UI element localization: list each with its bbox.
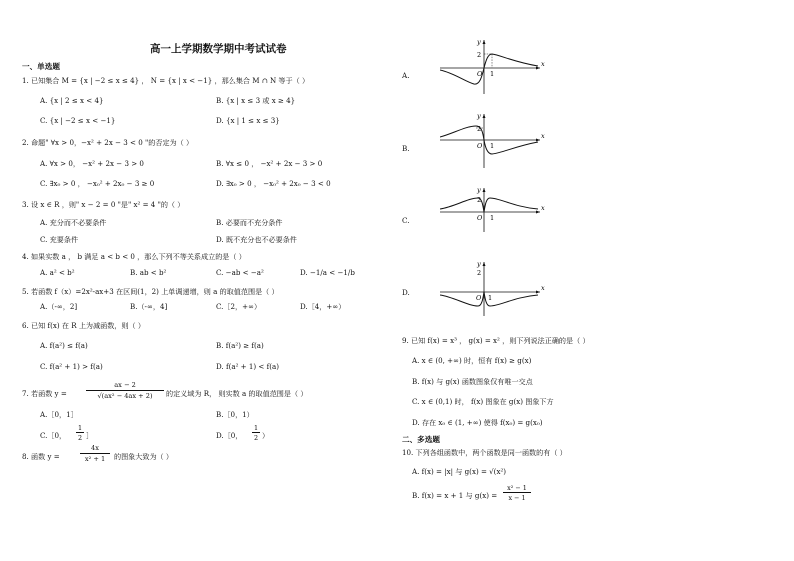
question-4-option-b: B. ab < b² (130, 268, 167, 277)
graph-a-label: A. (402, 71, 410, 80)
question-10-option-b-denominator: x − 1 (508, 494, 526, 502)
graph-c (440, 184, 545, 234)
question-1-option-b: B. {x | x ≤ 3 或 x ≥ 4} (216, 96, 296, 105)
question-7-option-c-bar (76, 432, 84, 433)
question-7-option-d-suffix: ） (262, 431, 270, 440)
section-multiple-choice: 二、多选题 (402, 435, 440, 444)
question-5-option-c: C.［2，+∞） (216, 302, 262, 311)
question-10-option-b-numerator: x² − 1 (507, 484, 527, 492)
graph-d-y-arrow (483, 262, 486, 266)
question-5-option-d: D.［4，+∞） (300, 302, 346, 311)
question-2-option-a: A. ∀x > 0， −x² + 2x − 3 > 0 (40, 159, 144, 168)
question-7-option-b: B.［0，1） (216, 410, 254, 419)
question-7-stem-prefix: 7. 若函数 y = (22, 389, 67, 398)
question-3-option-c: C. 充要条件 (40, 235, 79, 244)
question-6-stem: 6. 已知 f(x) 在 R 上为减函数，则（ ） (22, 321, 145, 330)
question-8-fraction-numerator: 4x (91, 444, 99, 452)
graph-b-y-arrow (483, 114, 486, 118)
question-10-option-a: A. f(x) = |x| 与 g(x) = √(x²) (412, 467, 507, 476)
graph-c-y-label: y (477, 186, 481, 194)
graph-b-y-label: y (477, 112, 481, 120)
graph-c-origin: O (477, 214, 483, 222)
question-6-option-d: D. f(a² + 1) < f(a) (216, 362, 279, 371)
question-5-option-b: B.（-∞，4] (130, 302, 168, 311)
question-9-stem: 9. 已知 f(x) = x³ ， g(x) = x² ，则下列说法正确的是（ ） (402, 336, 590, 345)
question-1-option-d: D. {x | 1 ≤ x ≤ 3} (216, 116, 280, 125)
question-4-option-c: C. −ab < −a² (216, 268, 264, 277)
question-10-stem: 10. 下列各组函数中，两个函数是同一函数的有（ ） (402, 448, 567, 457)
question-7-option-a: A.［0，1］ (40, 410, 78, 419)
question-6-option-a: A. f(a²) ≤ f(a) (40, 341, 88, 350)
question-8-fraction-denominator: x² + 1 (84, 455, 106, 463)
question-7-option-d-bar (252, 432, 260, 433)
graph-a-x-arrow (536, 67, 540, 70)
graph-a-x-label: x (541, 60, 545, 68)
question-7-option-c-half-num: 1 (77, 424, 83, 432)
question-9-option-c: C. x ∈ (0,1) 时， f(x) 图象在 g(x) 图象下方 (412, 397, 554, 406)
graph-c-tick-1: 1 (490, 214, 495, 222)
question-9-option-d: D. 存在 x₀ ∈ (1, +∞) 使得 f(x₀) = g(x₀) (412, 418, 543, 427)
graph-b-label: B. (402, 144, 410, 153)
question-5-option-a: A.（-∞，2] (40, 302, 78, 311)
question-7-option-d-half-den: 2 (253, 434, 259, 442)
question-3-option-a: A. 充分而不必要条件 (40, 218, 107, 227)
question-2-stem: 2. 命题" ∀x > 0，−x² + 2x − 3 < 0 "的否定为（ ） (22, 138, 194, 147)
question-2-option-d: D. ∃x₀ > 0 ， −x₀² + 2x₀ − 3 < 0 (216, 179, 331, 188)
graph-c-curve (440, 198, 538, 212)
graph-a-curve (440, 54, 538, 84)
question-1-stem: 1. 已知集合 M = {x | −2 ≤ x ≤ 4} ， N = {x | x < −1} ，那么集合 M ∩ N 等于（ ） (22, 76, 310, 85)
graph-d-origin: O (476, 294, 482, 302)
graph-d-tick-2: 2 (477, 269, 482, 277)
graph-b-x-label: x (541, 132, 545, 140)
question-7-option-d-half-num: 1 (253, 424, 259, 432)
graph-c-label: C. (402, 216, 410, 225)
question-2-option-c: C. ∃x₀ > 0 ， −x₀² + 2x₀ − 3 ≥ 0 (40, 179, 155, 188)
question-8-stem-suffix: 的图象大致为（ ） (114, 452, 174, 461)
graph-b-origin: O (477, 142, 483, 150)
section-single-choice: 一、单选题 (22, 62, 60, 71)
graph-c-x-label: x (541, 204, 545, 212)
question-7-fraction-bar (86, 390, 164, 391)
graph-b-x-arrow (536, 139, 540, 142)
question-7-fraction-denominator: √(ax² − 4ax + 2) (97, 392, 153, 400)
question-7-option-c-suffix: ］ (86, 431, 94, 440)
graph-b-tick-1: 1 (490, 142, 495, 150)
question-4-option-a: A. a² < b² (40, 268, 75, 277)
graph-a-tick-1: 1 (490, 70, 495, 78)
question-7-option-c-half-den: 2 (77, 434, 83, 442)
graph-b-tick-2: 2 (477, 125, 482, 133)
question-4-stem: 4. 如果实数 a ， b 满足 a < b < 0 ，那么下列不等关系成立的是（ ） (22, 252, 246, 261)
graph-d-y-label: y (477, 260, 481, 268)
question-7-option-c-prefix: C.［0， (40, 431, 67, 440)
question-4-option-d: D. −1/a < −1/b (300, 268, 355, 277)
question-9-option-a: A. x ∈ (0, +∞) 时，恒有 f(x) ≥ g(x) (412, 356, 532, 365)
graph-b (440, 110, 545, 170)
page-title: 高一上学期数学期中考试试卷 (150, 43, 287, 55)
graph-d-x-arrow (536, 291, 540, 294)
graph-c-tick-2: 2 (477, 196, 482, 204)
graph-c-x-arrow (536, 211, 540, 214)
question-3-option-d: D. 既不充分也不必要条件 (216, 235, 297, 244)
graph-d (440, 258, 545, 318)
graph-d-tick-1: 1 (488, 294, 493, 302)
question-3-stem: 3. 设 x ∈ R ，则" x − 2 = 0 "是" x² = 4 "的（ ） (22, 200, 185, 209)
graph-a-origin: O (477, 70, 483, 78)
question-1-option-c: C. {x | −2 ≤ x < −1} (40, 116, 116, 125)
graph-d-label: D. (402, 288, 410, 297)
question-8-fraction-bar (80, 453, 110, 454)
question-8-stem-prefix: 8. 函数 y = (22, 452, 60, 461)
question-6-option-b: B. f(a²) ≥ f(a) (216, 341, 264, 350)
question-6-option-c: C. f(a² + 1) > f(a) (40, 362, 103, 371)
question-2-option-b: B. ∀x ≤ 0 ， −x² + 2x − 3 > 0 (216, 159, 323, 168)
question-5-stem: 5. 若函数 f（x）=2x²-ax+3 在区间(1，2) 上单调递增，则 a 的取值范围是（ ） (22, 287, 279, 296)
graph-a-tick-2: 2 (477, 51, 482, 59)
question-7-option-d-prefix: D.［0， (216, 431, 243, 440)
question-7-fraction-numerator: ax − 2 (114, 381, 136, 389)
question-10-option-b-prefix: B. f(x) = x + 1 与 g(x) = (412, 491, 498, 500)
graph-c-y-arrow (483, 188, 486, 192)
graph-a (440, 36, 545, 96)
question-10-option-b-bar (503, 492, 531, 493)
graph-d-x-label: x (541, 284, 545, 292)
graph-a-y-arrow (483, 40, 486, 44)
question-3-option-b: B. 必要而不充分条件 (216, 218, 283, 227)
graph-a-y-label: y (477, 38, 481, 46)
question-7-stem-suffix: 的定义域为 R， 则实数 a 的取值范围是（ ） (166, 389, 308, 398)
question-9-option-b: B. f(x) 与 g(x) 函数图象仅有唯一交点 (412, 377, 533, 386)
question-1-option-a: A. {x | 2 ≤ x < 4} (40, 96, 104, 105)
